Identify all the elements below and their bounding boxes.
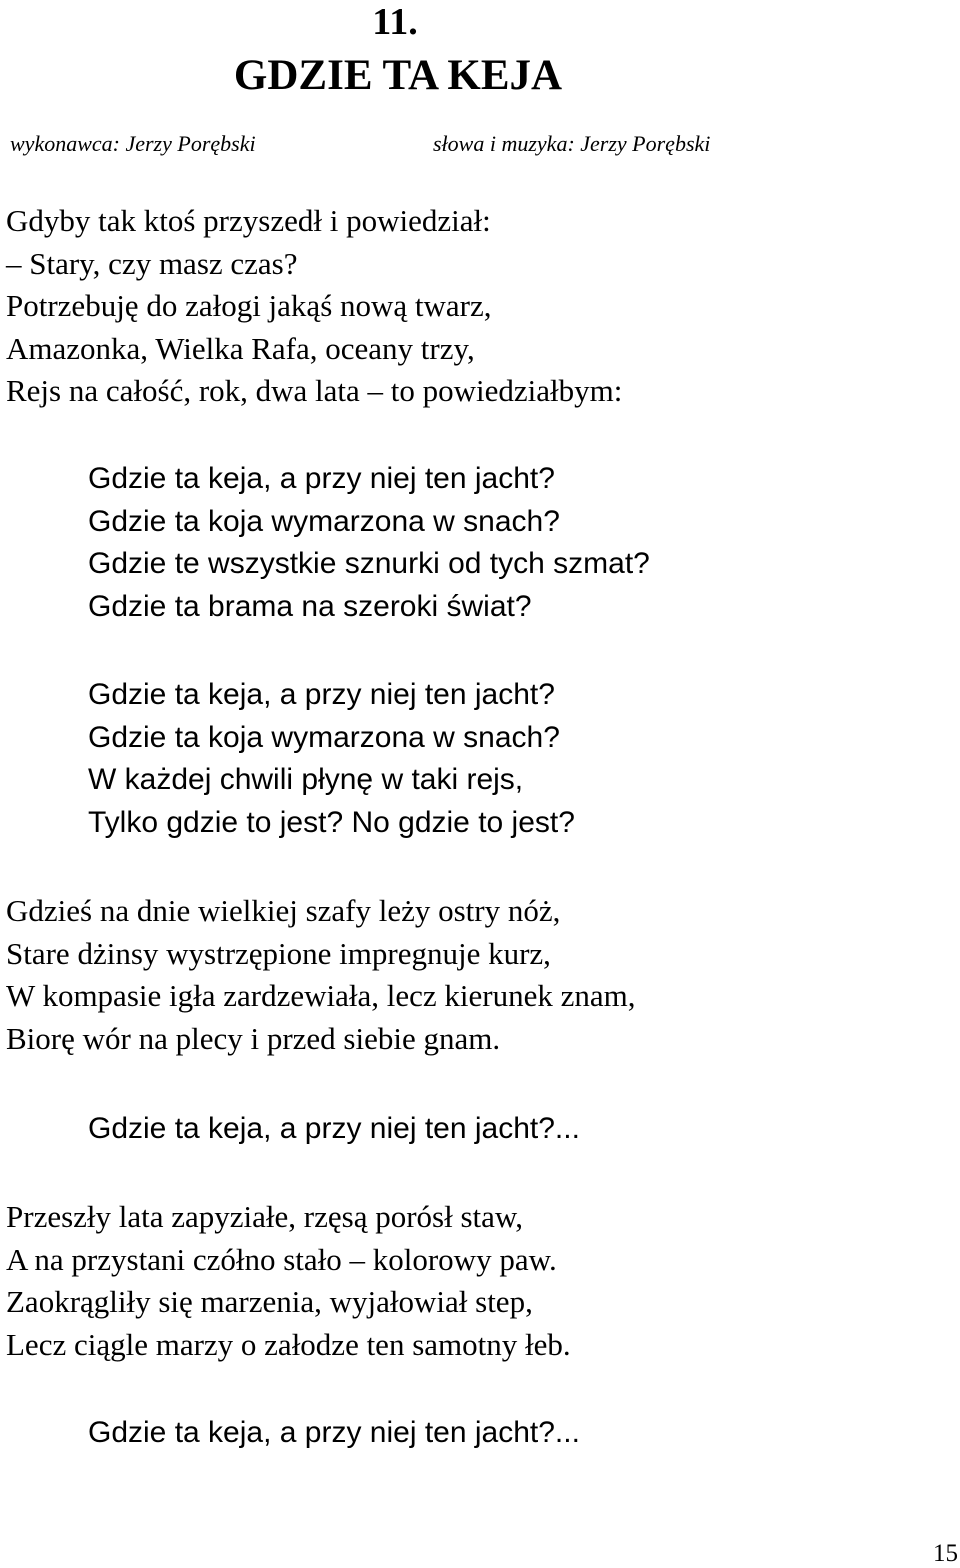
verse-line: A na przystani czółno stało – kolorowy paw. [6,1241,557,1277]
verse-line: W kompasie igła zardzewiała, lecz kierunek znam, [6,978,636,1013]
refrain-line: Gdzie ta keja, a przy niej ten jacht?... [88,1416,580,1449]
performer-credit: wykonawca: Jerzy Porębski [10,131,256,156]
page-number: 15 [933,1540,958,1567]
refrain-line: Tylko gdzie to jest? No gdzie to jest? [88,805,575,839]
verse-line: Gdyby tak ktoś przyszedł i powiedział: [6,203,491,238]
verse-1 [6,200,622,413]
verse-line: Stare dżinsy wystrzępione impregnuje kurz, [6,935,551,971]
verse-3 [6,1196,571,1366]
verse-line: – Stary, czy masz czas? [6,245,298,281]
song-number: 11. [372,1,418,43]
verse-line: Gdzieś na dnie wielkiej szafy leży ostry nóż, [6,893,561,928]
refrain-line: Gdzie ta koja wymarzona w snach? [88,504,560,538]
verse-line: Lecz ciągle marzy o załodze ten samotny łeb. [6,1326,571,1362]
refrain-2 [88,674,575,844]
verse-2 [6,890,635,1060]
refrain-line: Gdzie ta keja, a przy niej ten jacht? [88,678,555,711]
refrain-line: Gdzie te wszystkie sznurki od tych szmat? [88,547,650,580]
author-credit: słowa i muzyka: Jerzy Porębski [433,131,711,156]
refrain-line: W każdej chwili płynę w taki rejs, [88,763,524,796]
refrain-1 [88,458,650,628]
refrain-line: Gdzie ta keja, a przy niej ten jacht?... [88,1112,580,1145]
verse-line: Potrzebuję do załogi jakąś nową twarz, [6,288,492,323]
refrain-line: Gdzie ta brama na szeroki świat? [88,589,532,623]
verse-line: Zaokrągliły się marzenia, wyjałowiał step, [6,1284,533,1319]
verse-line: Biorę wór na plecy i przed siebie gnam. [6,1020,501,1056]
refrain-line: Gdzie ta koja wymarzona w snach? [88,720,560,754]
song-title: GDZIE TA KEJA [233,52,563,99]
verse-line: Amazonka, Wielka Rafa, oceany trzy, [6,330,475,366]
verse-line: Rejs na całość, rok, dwa lata – to powiedziałbym: [6,373,623,408]
refrain-3 [88,1108,580,1151]
verse-line: Przeszły lata zapyziałe, rzęsą porósł staw, [6,1199,524,1234]
refrain-line: Gdzie ta keja, a przy niej ten jacht? [88,462,555,495]
refrain-4 [88,1412,580,1455]
